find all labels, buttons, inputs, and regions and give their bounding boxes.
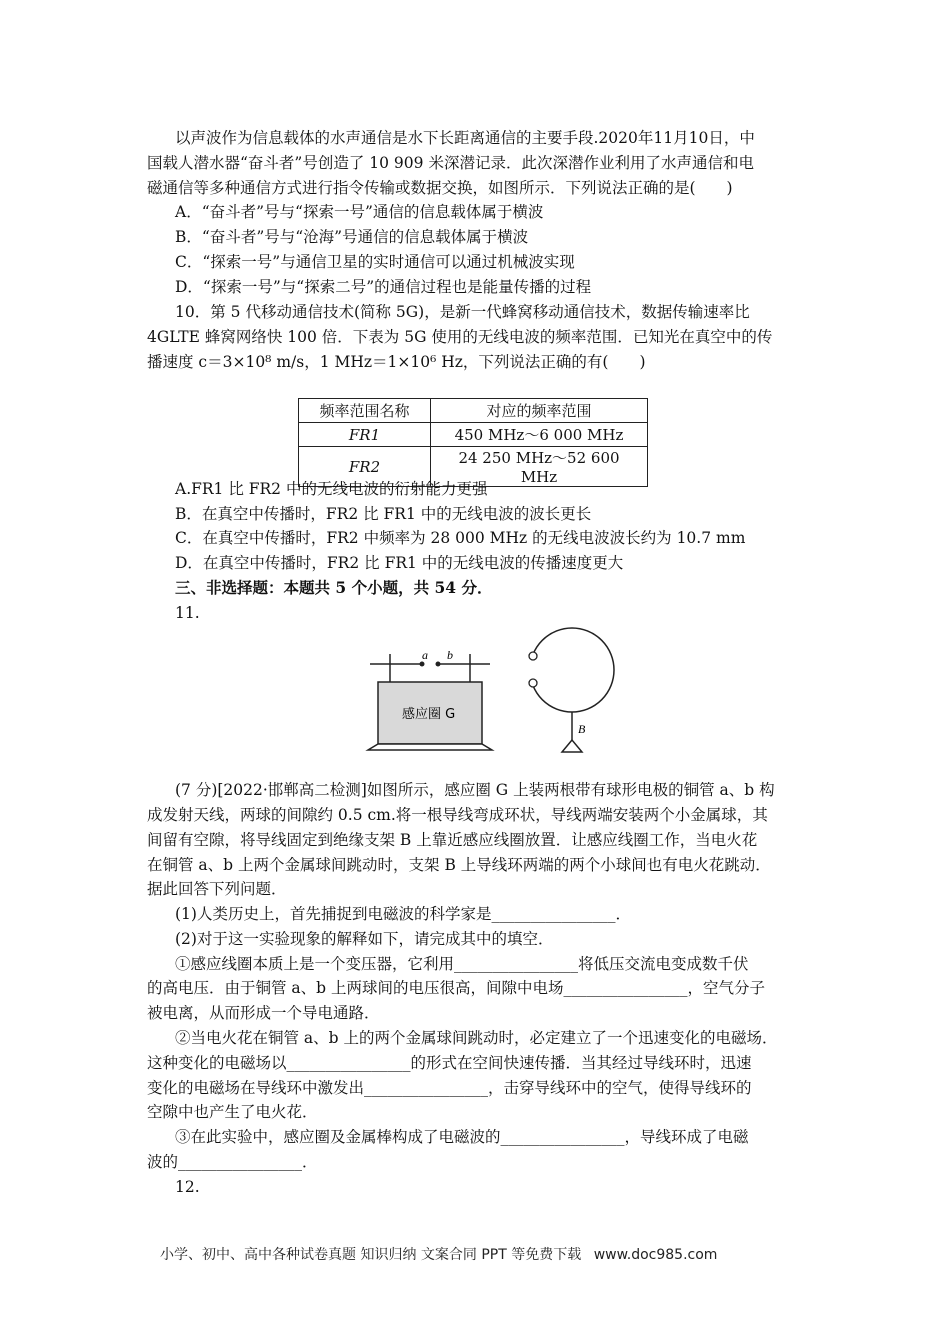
footer — [160, 1244, 725, 1264]
coil-label: 感应圈 G — [402, 707, 456, 722]
table-header: 对应的频率范围 — [431, 399, 648, 423]
table-header-row — [299, 399, 648, 423]
support-base — [562, 740, 582, 752]
q11-blank-line-1: ①感应线圈本质上是一个变压器，它利用________________将低压交流电变成数千伏 — [175, 955, 749, 973]
q10-option-a: A.FR1 比 FR2 中的无线电波的衍射能力更强 — [175, 480, 488, 498]
q11-line-1: (7 分)[2022·邯郸高二检测]如图所示，感应圈 G 上装两根带有球形电极的铜管 a、b 构 — [175, 781, 775, 799]
q9-stem-line-1: 以声波作为信息载体的水声通信是水下长距离通信的主要手段.2020年11月10日，中 — [175, 129, 755, 147]
q11-blank-line-3: 被电离，从而形成一个导电通路． — [147, 1004, 380, 1022]
sphere-electrode-b — [436, 662, 441, 667]
q10-stem-line-2: 4GLTE 蜂窝网络快 100 倍．下表为 5G 使用的无线电波的频率范围．已知光在真空中的传 — [147, 328, 773, 346]
small-sphere — [529, 679, 537, 687]
q9-option-c: C．“探索一号”与通信卫星的实时通信可以通过机械波实现 — [175, 253, 575, 271]
table-cell: 24 250 MHz～52 600 MHz — [431, 447, 648, 487]
q10-option-c: C．在真空中传播时，FR2 中频率为 28 000 MHz 的无线电波波长约为 10.7 mm — [175, 529, 746, 547]
q11-sub-2: (2)对于这一实验现象的解释如下，请完成其中的填空． — [175, 930, 554, 948]
q12-number: 12. — [175, 1178, 200, 1196]
q11-line-3: 间留有空隙，将导线固定到绝缘支架 B 上靠近感应线圈放置．让感应线圈工作，当电火花 — [147, 831, 758, 849]
footer-link[interactable]: www.doc985.com — [593, 1247, 718, 1263]
q11-line-5: 据此回答下列问题． — [147, 880, 287, 898]
section-heading: 三、非选择题：本题共 5 个小题，共 54 分． — [175, 578, 493, 597]
small-sphere — [529, 652, 537, 660]
table-cell: FR2 — [299, 447, 431, 487]
q11-number: 11. — [175, 604, 200, 622]
coil-base — [368, 744, 492, 750]
q10-option-b: B．在真空中传播时，FR2 比 FR1 中的无线电波的波长更长 — [175, 505, 592, 523]
q11-line-2: 成发射天线，两球的间隙约 0.5 cm.将一根导线弯成环状，导线两端安装两个小金属球，其 — [147, 806, 768, 824]
q9-option-d: D．“探索一号”与“探索二号”的通信过程也是能量传播的过程 — [175, 278, 592, 296]
q11-blank-line-4: ②当电火花在铜管 a、b 上的两个金属球间跳动时，必定建立了一个迅速变化的电磁场． — [175, 1029, 778, 1047]
q11-blank-line-5: 这种变化的电磁场以________________的形式在空间快速传播．当其经过导线环时，迅速 — [147, 1054, 752, 1072]
table-row — [299, 423, 648, 447]
q11-blank-line-2: 的高电压．由于铜管 a、b 上两球间的电压很高，间隙中电场________________，空气分子 — [147, 979, 766, 997]
label-B: B — [578, 722, 586, 736]
induction-coil-figure — [360, 622, 650, 762]
label-a: a — [422, 648, 428, 662]
q9-stem-line-3: 磁通信等多种通信方式进行指令传输或数据交换，如图所示．下列说法正确的是( ) — [147, 179, 733, 197]
q10-option-d: D．在真空中传播时，FR2 比 FR1 中的无线电波的传播速度更大 — [175, 554, 624, 572]
q11-blank-line-9: 波的________________． — [147, 1153, 318, 1171]
q11-blank-line-6: 变化的电磁场在导线环中激发出________________，击穿导线环中的空气，使得导线环的 — [147, 1079, 752, 1097]
q9-option-b: B．“奋斗者”号与“沧海”号通信的信息载体属于横波 — [175, 228, 529, 246]
sphere-electrode-a — [420, 662, 425, 667]
q9-stem-line-2: 国载人潜水器“奋斗者”号创造了 10 909 米深潜记录．此次深潜作业利用了水声通信和电 — [147, 154, 754, 172]
table-header: 频率范围名称 — [299, 399, 431, 423]
frequency-table — [298, 398, 648, 487]
q9-option-a: A．“奋斗者”号与“探索一号”通信的信息载体属于横波 — [175, 203, 544, 221]
q11-blank-line-7: 空隙中也产生了电火花． — [147, 1103, 318, 1121]
q10-stem-line-1: 10．第 5 代移动通信技术(简称 5G)，是新一代蜂窝移动通信技术，数据传输速率比 — [175, 303, 750, 321]
table-cell: FR1 — [299, 423, 431, 447]
q11-line-4: 在铜管 a、b 上两个金属球间跳动时，支架 B 上导线环两端的两个小球间也有电火花跳动． — [147, 856, 771, 874]
footer-text: 小学、初中、高中各种试卷真题 知识归纳 文案合同 PPT 等免费下载 — [160, 1247, 582, 1263]
table-cell: 450 MHz～6 000 MHz — [431, 423, 648, 447]
wire-ring — [530, 628, 614, 712]
q11-blank-line-8: ③在此实验中，感应圈及金属棒构成了电磁波的________________，导线环成了电磁 — [175, 1128, 749, 1146]
label-b: b — [447, 648, 453, 662]
q11-sub-1: (1)人类历史上，首先捕捉到电磁波的科学家是________________． — [175, 905, 631, 923]
q10-stem-line-3: 播速度 c＝3×10⁸ m/s，1 MHz＝1×10⁶ Hz，下列说法正确的有( ) — [147, 353, 646, 371]
